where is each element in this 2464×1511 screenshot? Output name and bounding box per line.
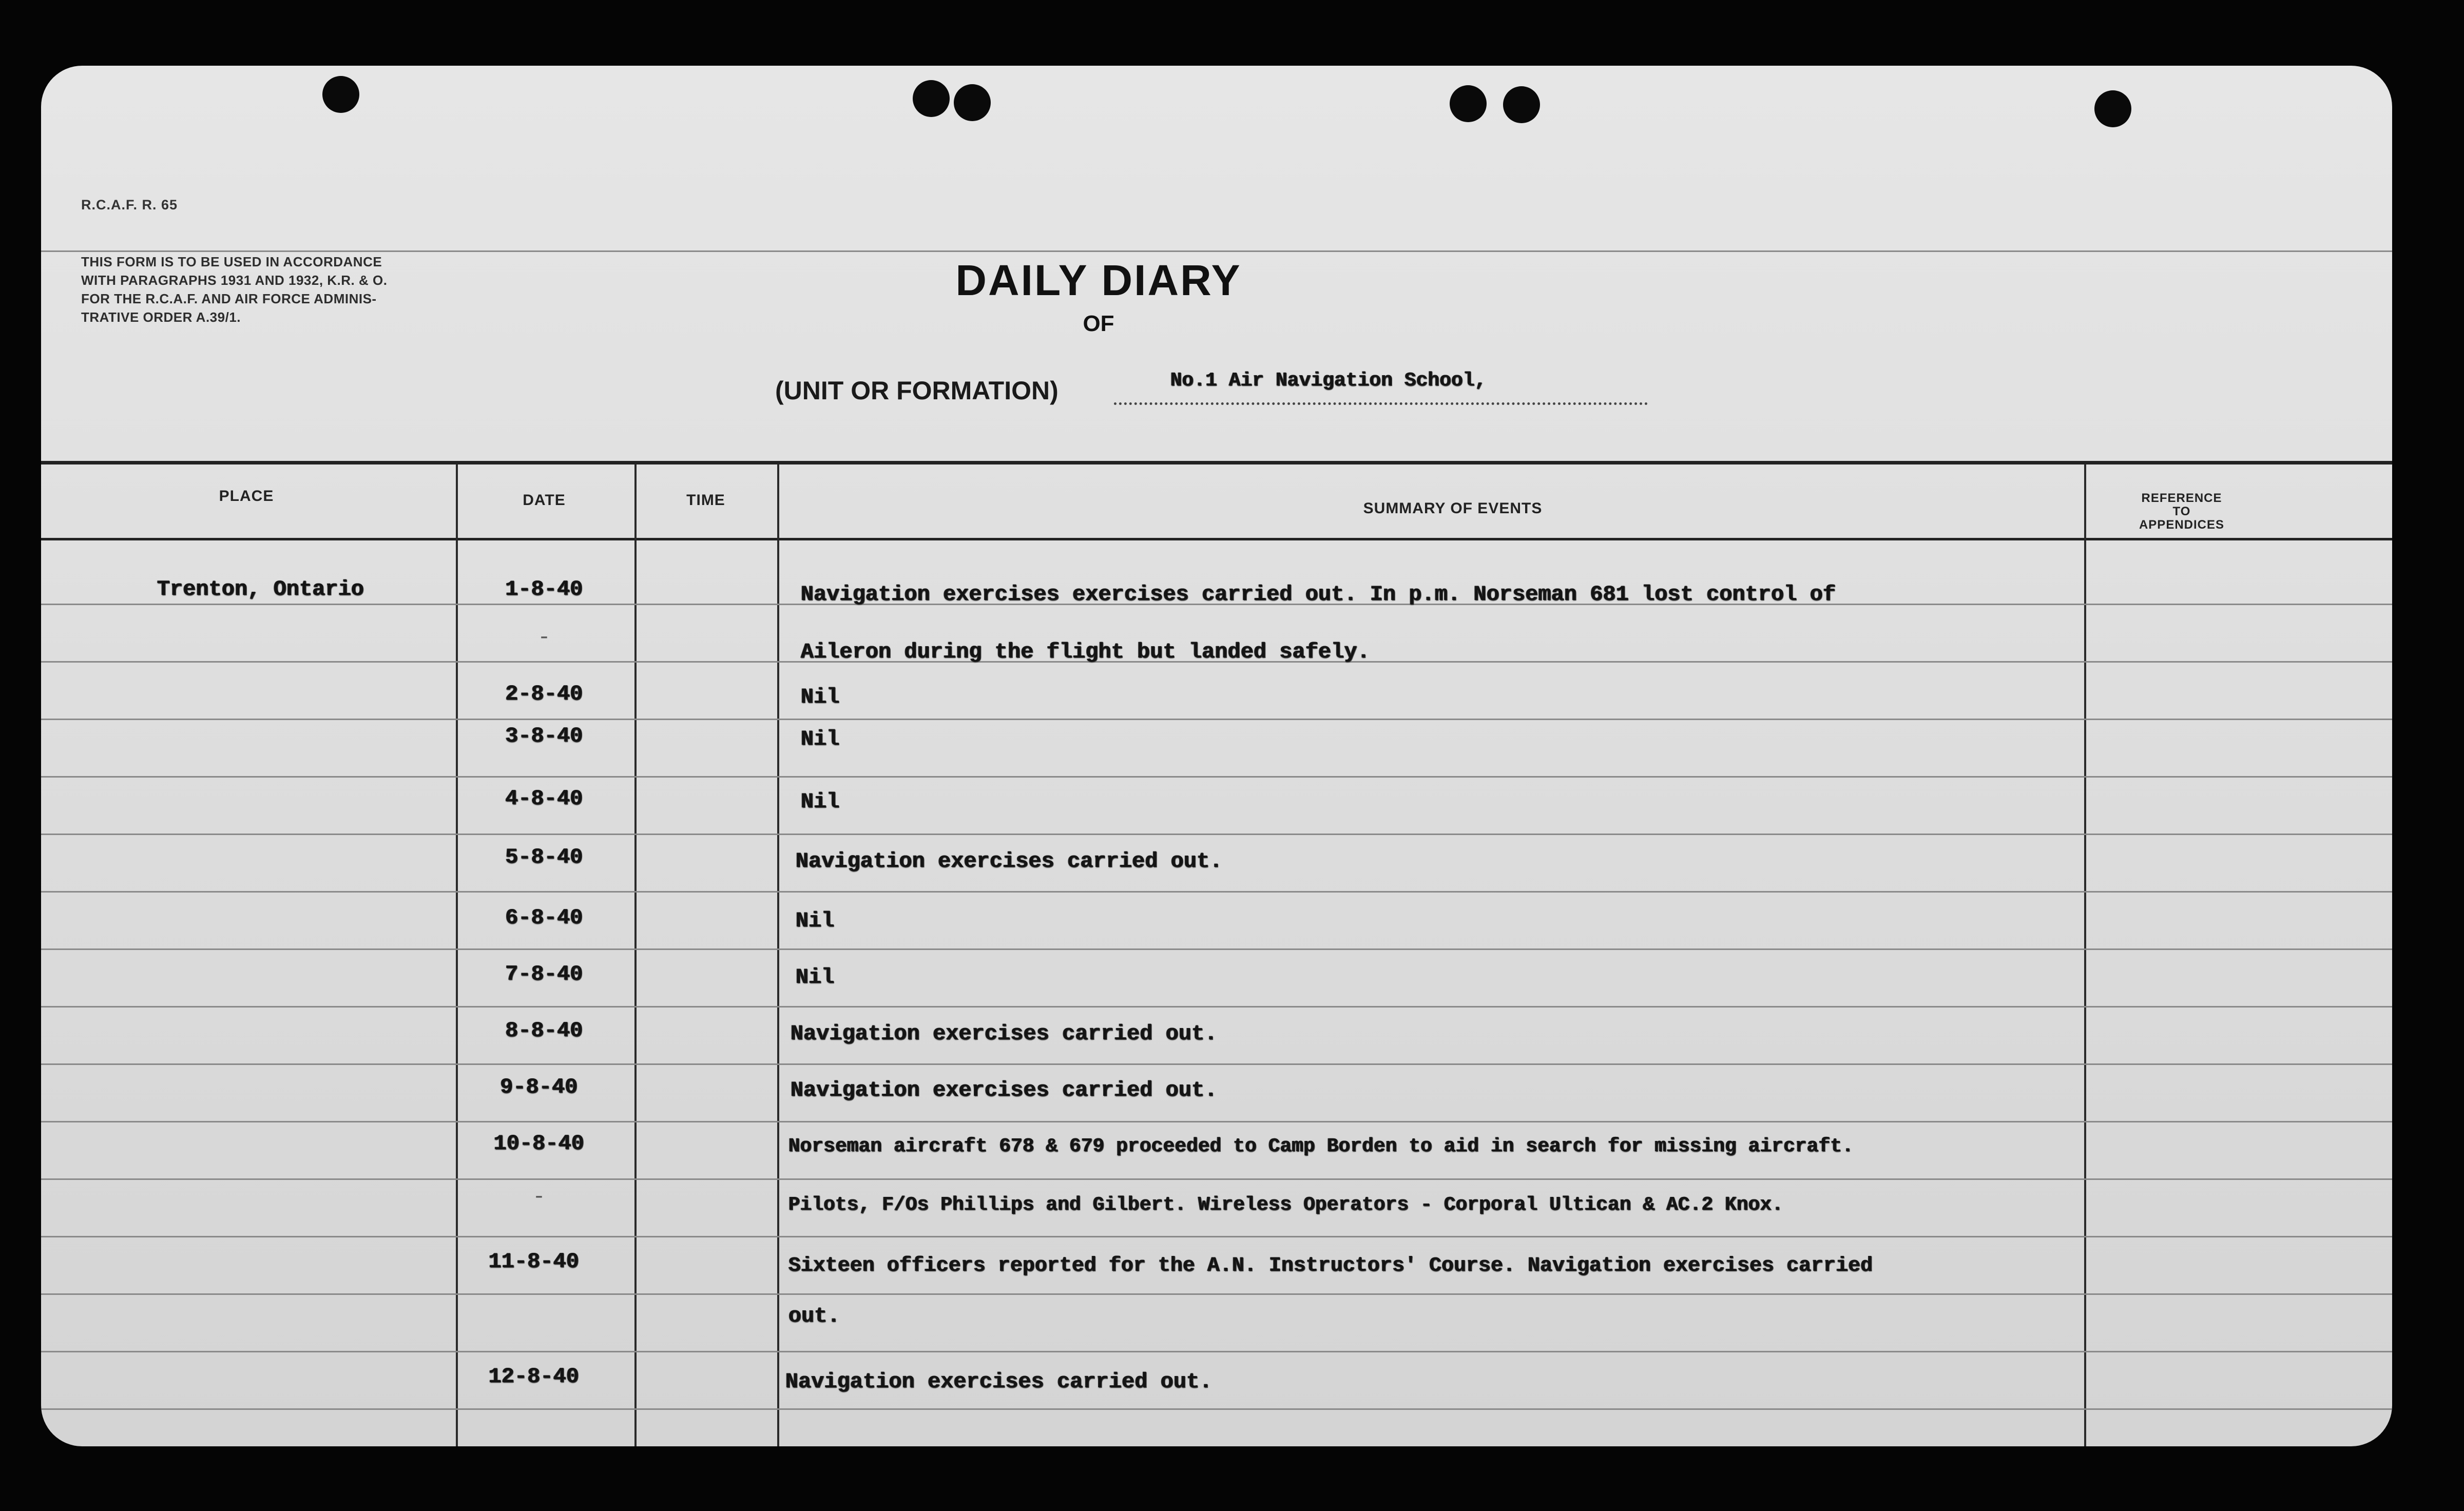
column-header-date: DATE [523,492,566,509]
summary-cell: Aileron during the flight but landed safely. [801,640,1370,664]
punch-hole [1503,86,1540,123]
ledger-line [41,1063,2392,1065]
date-cell: 7-8-40 [505,962,583,986]
table-top-rule [41,461,2392,464]
page-title: DAILY DIARY [955,256,1242,304]
date-cell: 1-8-40 [505,577,583,602]
unit-field [1114,370,1648,405]
date-cell: 6-8-40 [505,905,583,930]
date-cell: - [532,1185,546,1209]
summary-cell: out. [788,1304,840,1328]
ledger-line [41,1351,2392,1352]
ledger-line [41,948,2392,950]
punch-hole [322,76,359,113]
summary-cell: Nil [796,965,835,990]
column-divider [634,464,637,1446]
header-top-rule [41,250,2392,252]
title-of: OF [1083,311,1114,336]
punch-hole [954,84,991,121]
ledger-line [41,834,2392,835]
punch-hole [1450,85,1487,122]
table-head-rule [41,538,2392,540]
ledger-line [41,1293,2392,1295]
date-cell: 3-8-40 [505,724,583,748]
ledger-line [41,891,2392,893]
summary-cell: Navigation exercises exercises carried out. In p.m. Norseman 681 lost control of [801,582,1836,607]
diary-form-card [41,66,2392,1446]
date-cell: 9-8-40 [500,1075,578,1099]
date-cell: - [537,625,551,650]
summary-cell: Navigation exercises carried out. [791,1078,1218,1102]
place-cell: Trenton, Ontario [157,577,364,602]
column-divider [2084,464,2086,1446]
date-cell: 10-8-40 [493,1131,585,1156]
form-id: R.C.A.F. R. 65 [81,197,178,212]
ledger-line [41,719,2392,720]
column-header-reference: REFERENCE TO APPENDICES [2139,491,2225,532]
summary-cell: Nil [801,789,840,814]
ledger-line [41,1006,2392,1008]
summary-cell: Nil [796,908,835,933]
unit-label: (UNIT OR FORMATION) [775,376,1058,405]
date-cell: 12-8-40 [488,1364,580,1389]
summary-cell: Navigation exercises carried out. [791,1021,1218,1046]
summary-cell: Nil [801,685,840,709]
ledger-line [41,1236,2392,1237]
form-instructions: THIS FORM IS TO BE USED IN ACCORDANCE WITH PARAGRAPHS 1931 AND 1932, K.R. & O. FOR THE R.C.A.F. AND AIR FORCE ADMINIS- TRATIVE ORDER A.39/1. [81,254,388,325]
column-divider [777,464,779,1446]
date-cell: 4-8-40 [505,786,583,811]
summary-cell: Sixteen officers reported for the A.N. Instructors' Course. Navigation exercises carried [788,1254,1873,1277]
punch-hole [913,80,950,117]
ledger-line [41,1408,2392,1410]
date-cell: 11-8-40 [488,1249,580,1274]
unit-value: No.1 Air Navigation School, [1170,370,1487,392]
summary-cell: Navigation exercises carried out. [785,1369,1212,1394]
date-cell: 5-8-40 [505,845,583,869]
date-cell: 2-8-40 [505,682,583,706]
summary-cell: Norseman aircraft 678 & 679 proceeded to Camp Borden to aid in search for missing aircraft. [788,1135,1854,1157]
ledger-line [41,1121,2392,1122]
column-divider [456,464,458,1446]
column-header-time: TIME [686,492,725,509]
summary-cell: Nil [801,727,840,751]
column-header-summary: SUMMARY OF EVENTS [1363,500,1543,517]
ledger-line [41,1178,2392,1180]
summary-cell: Navigation exercises carried out. [796,849,1223,874]
ledger-line [41,776,2392,778]
summary-cell: Pilots, F/Os Phillips and Gilbert. Wireless Operators - Corporal Ultican & AC.2 Knox. [788,1194,1784,1216]
date-cell: 8-8-40 [505,1018,583,1043]
punch-hole [2094,90,2131,127]
column-header-place: PLACE [219,488,274,505]
